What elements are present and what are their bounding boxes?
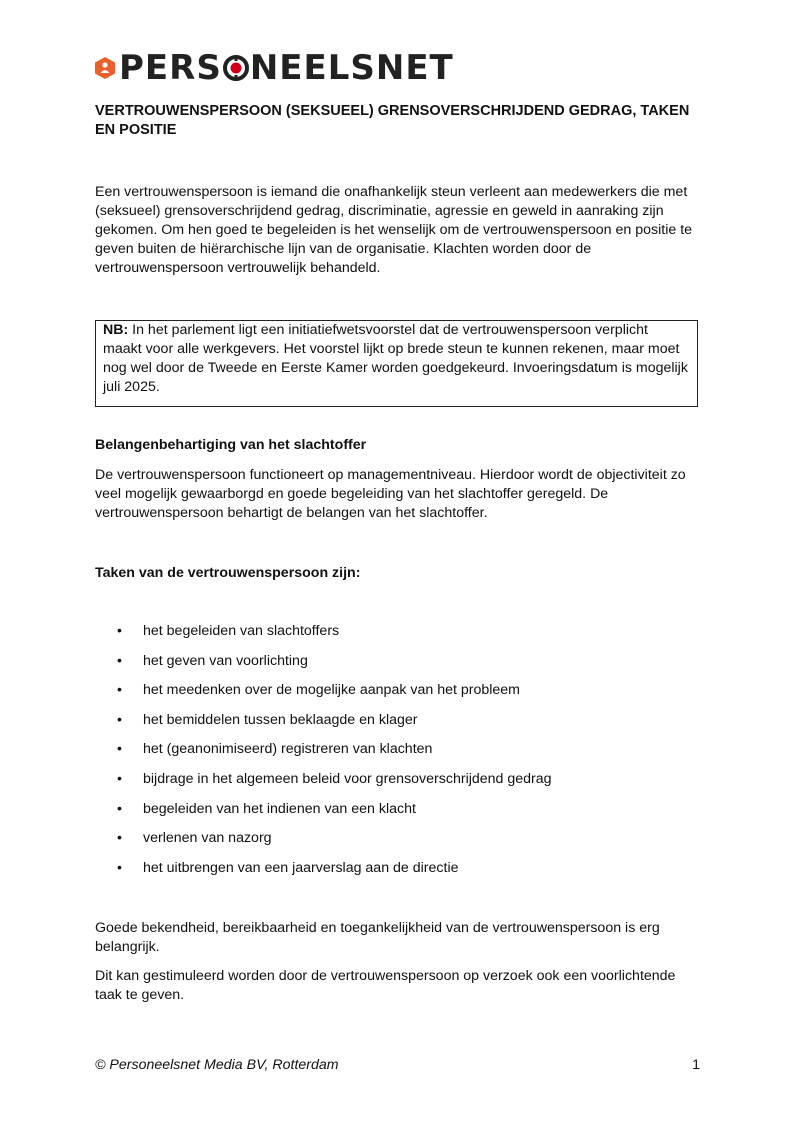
list-item: • het (geanonimiseerd) registreren van klachten — [117, 741, 433, 758]
bullet: • — [117, 741, 122, 758]
document-title: VERTROUWENSPERSOON (SEKSUEEL) GRENSOVERSCHRIJDEND GEDRAG, TAKEN EN POSITIE — [95, 103, 690, 138]
list-item: • het geven van voorlichting — [117, 652, 308, 669]
logo-target-icon — [223, 55, 249, 81]
tasks-heading: Taken van de vertrouwenspersoon zijn: — [95, 565, 361, 581]
bullet: • — [117, 859, 122, 876]
nb-label: NB: — [103, 322, 129, 338]
bullet: • — [117, 770, 122, 787]
footer-copyright: © Personeelsnet Media BV, Rotterdam — [95, 1057, 339, 1073]
list-item: • bijdrage in het algemeen beleid voor grensoverschrijdend gedrag — [117, 770, 552, 787]
tasks-list — [95, 622, 695, 888]
bullet: • — [117, 830, 122, 847]
section-heading-belangen: Belangenbehartiging van het slachtoffer — [95, 437, 367, 453]
nb-text: In het parlement ligt een initiatiefwetsvoorstel dat de vertrouwenspersoon verplicht maakt voor alle werkgevers. Het voorstel lijkt op brede steun te kunnen rekenen, maar moet nog wel door de Tweede en Eerste Kamer worden goedgekeurd. Invoeringsdatum is mogelijk juli 2025. — [103, 322, 688, 395]
list-item: • het meedenken over de mogelijke aanpak van het probleem — [117, 682, 521, 699]
bullet: • — [117, 800, 122, 817]
list-item: • het uitbrengen van een jaarverslag aan de directie — [117, 859, 459, 876]
closing-paragraph-2: Dit kan gestimuleerd worden door de vertrouwenspersoon op verzoek ook een voorlichtende taak te geven. — [95, 968, 676, 1003]
page-number: 1 — [692, 1057, 700, 1073]
list-item: • begeleiden van het indienen van een klacht — [117, 800, 416, 817]
logo-hexagon-icon — [95, 57, 115, 79]
intro-paragraph: Een vertrouwenspersoon is iemand die onafhankelijk steun verleent aan medewerkers die met (seksueel) grensoverschrijdend gedrag, discriminatie, agressie en geweld in aanraking zijn gekomen. Om hen goed te begeleiden is het wenselijk om de vertrouwenspersoon en positie te geven buiten de hiërarchische lijn van de organisatie. Klachten worden door de vertrouwenspersoon vertrouwelijk behandeld. — [95, 184, 693, 276]
list-item: • verlenen van nazorg — [117, 830, 272, 847]
logo-text-left: PERS — [119, 48, 222, 88]
bullet: • — [117, 682, 122, 699]
list-item: • het bemiddelen tussen beklaagde en klager — [117, 711, 418, 728]
bullet: • — [117, 711, 122, 728]
logo-text-right: NEELSNET — [249, 48, 454, 88]
bullet: • — [117, 652, 122, 669]
personeelsnet-logo — [95, 50, 454, 86]
list-item: • het begeleiden van slachtoffers — [117, 623, 340, 639]
nb-notice-box — [95, 320, 698, 407]
bullet: • — [117, 623, 122, 639]
section-paragraph-belangen: De vertrouwenspersoon functioneert op managementniveau. Hierdoor wordt de objectiviteit zo veel mogelijk gewaarborgd en goede begeleiding van het slachtoffer geregeld. De vertrouwenspersoon behartigt de belangen van het slachtoffer. — [95, 467, 686, 521]
closing-paragraph-1: Goede bekendheid, bereikbaarheid en toegankelijkheid van de vertrouwenspersoon is erg belangrijk. — [95, 920, 660, 955]
